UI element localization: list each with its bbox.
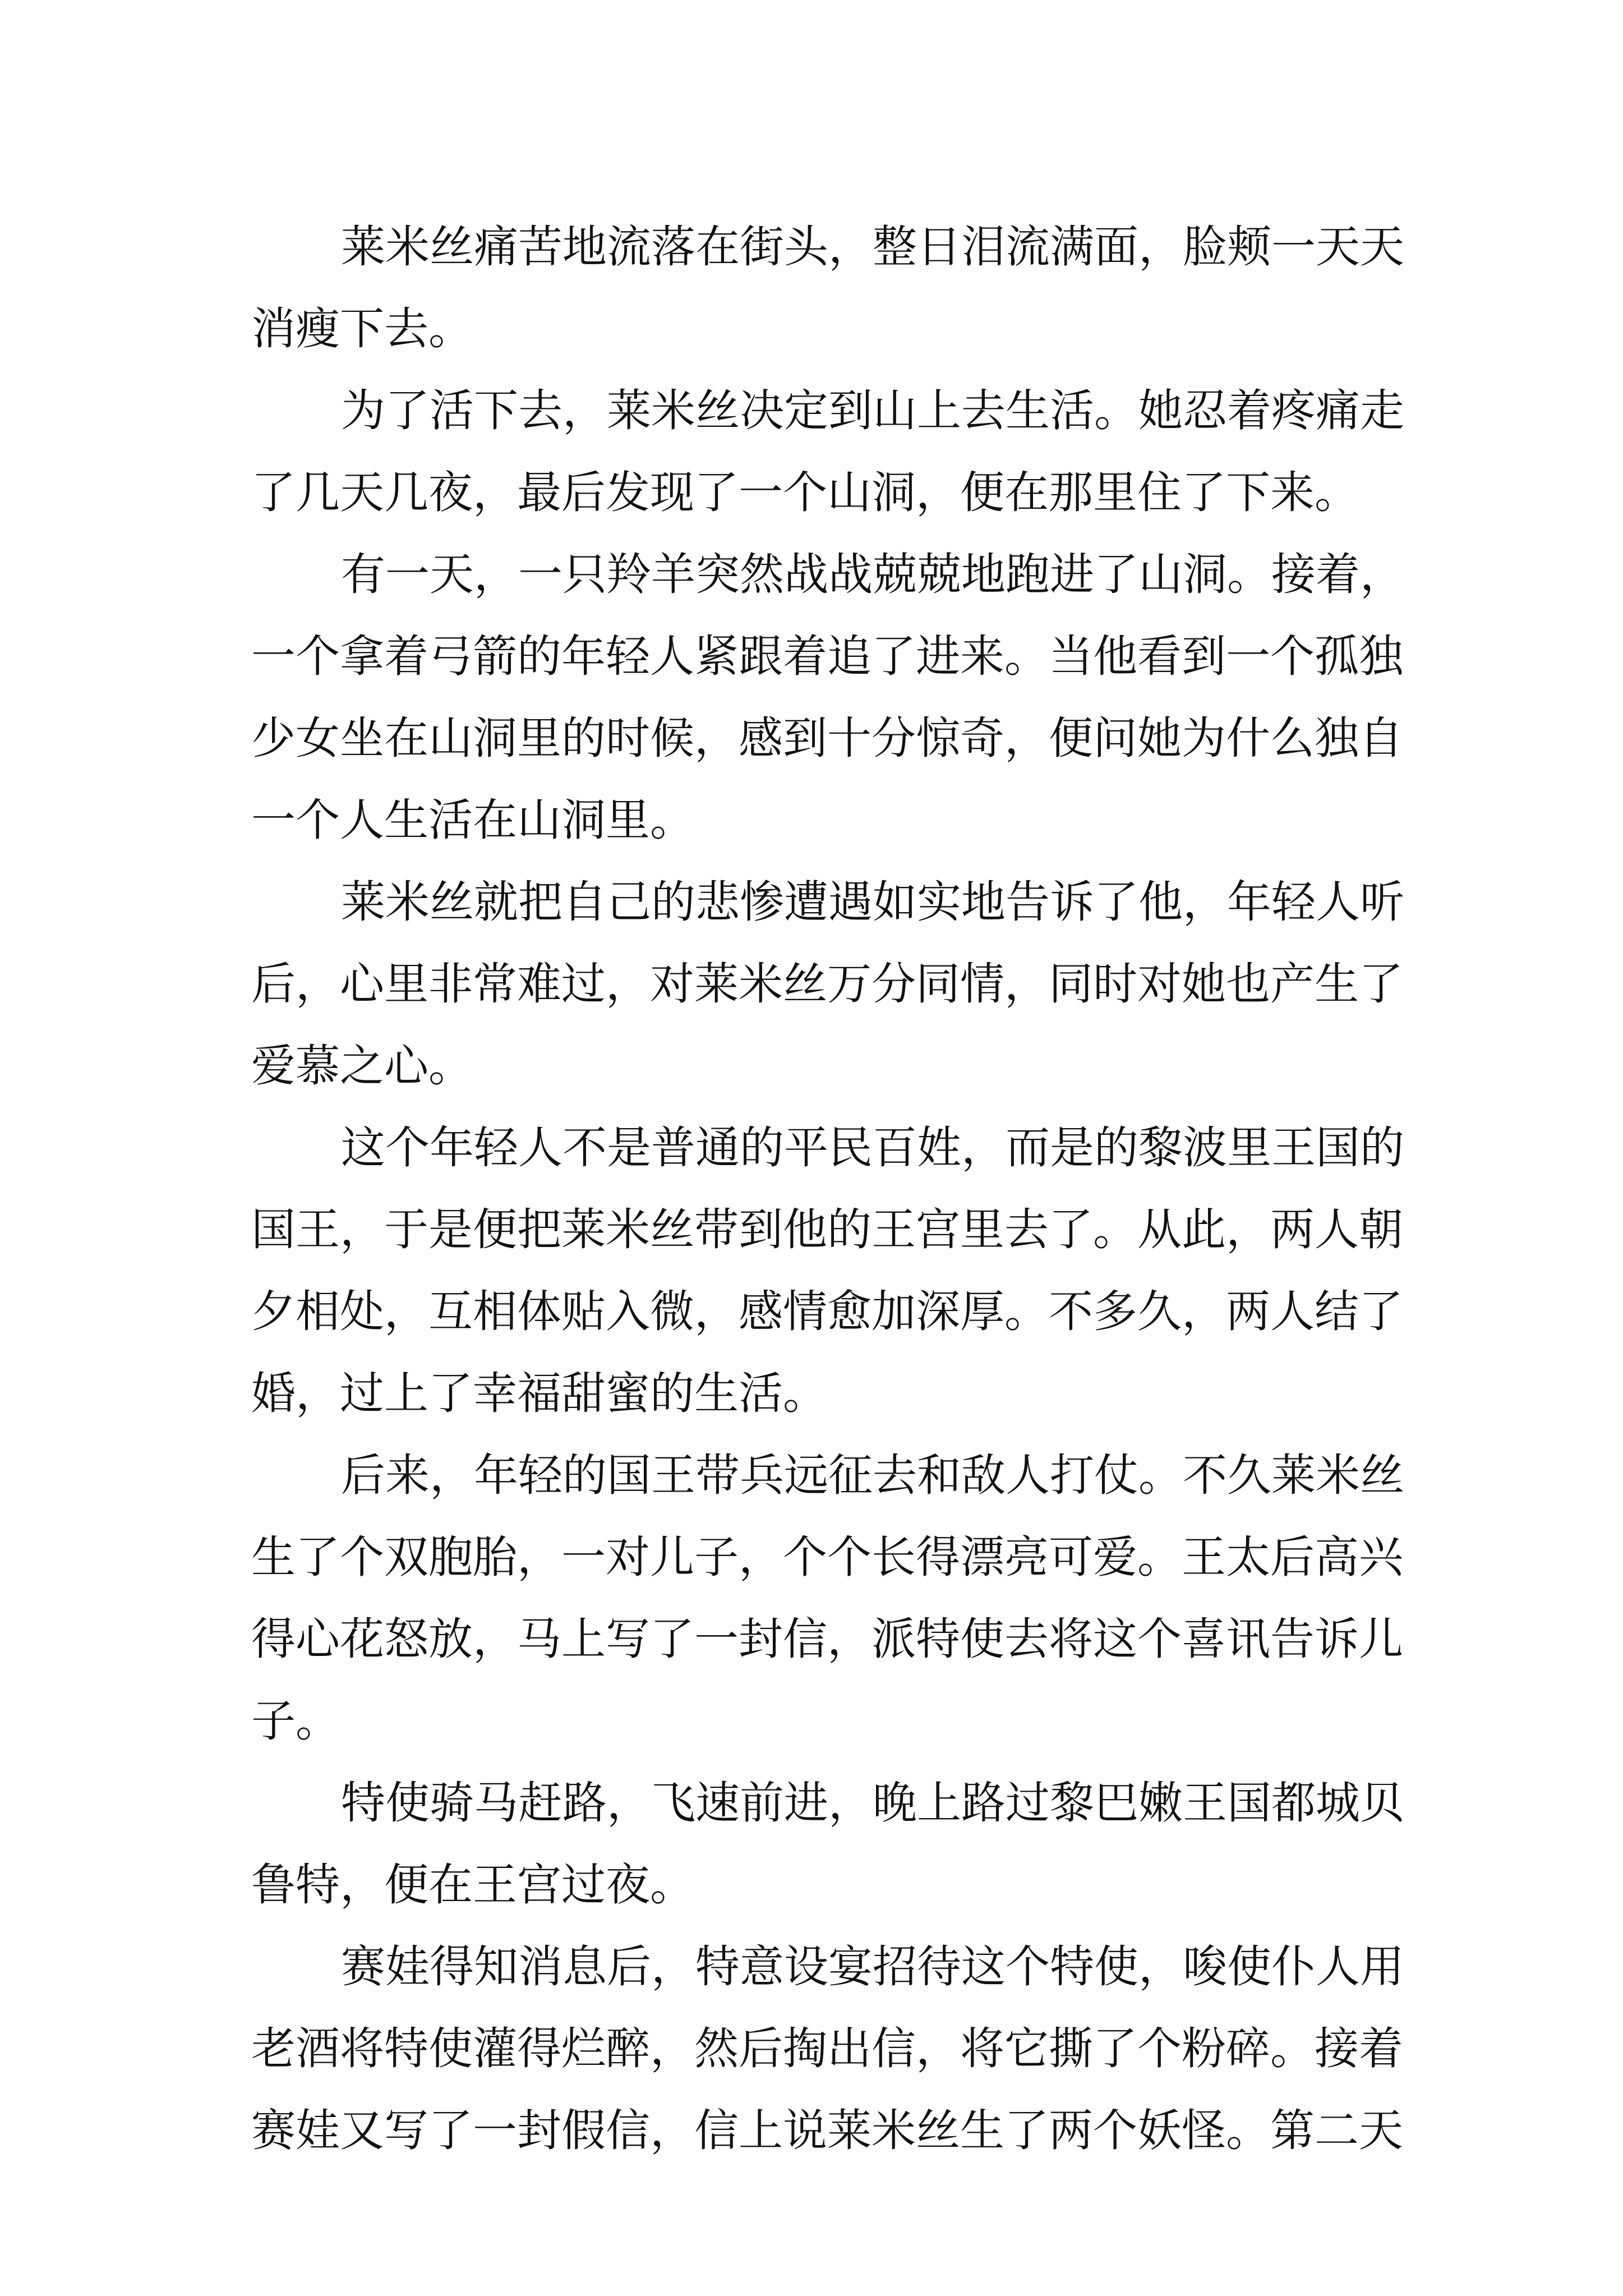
text-line: 子。	[251, 1695, 340, 1747]
text-line: 莱米丝痛苦地流落在街头，整日泪流满面，脸颊一天天	[341, 221, 1404, 273]
text-line: 老酒将特使灌得烂醉，然后掏出信，将它撕了个粉碎。接着	[251, 2023, 1403, 2074]
text-line: 一个拿着弓箭的年轻人紧跟着追了进来。当他看到一个孤独	[251, 631, 1403, 682]
text-line: 夕相处，互相体贴入微，感情愈加深厚。不多久，两人结了	[251, 1286, 1403, 1337]
paragraph	[251, 1926, 1404, 2171]
text-line: 后，心里非常难过，对莱米丝万分同情，同时对她也产生了	[251, 958, 1403, 1010]
text-line: 赛娃得知消息后，特意设宴招待这个特使，唆使仆人用	[341, 1941, 1404, 1993]
text-line: 赛娃又写了一封假信，信上说莱米丝生了两个妖怪。第二天	[251, 2105, 1403, 2156]
text-line: 为了活下去，莱米丝决定到山上去生活。她忍着疼痛走	[341, 385, 1404, 436]
text-line: 国王，于是便把莱米丝带到他的王宫里去了。从此，两人朝	[251, 1204, 1403, 1255]
text-line: 爱慕之心。	[251, 1040, 473, 1092]
text-line: 少女坐在山洞里的时候，感到十分惊奇，便问她为什么独自	[251, 712, 1403, 764]
text-line: 后来，年轻的国王带兵远征去和敌人打仗。不久莱米丝	[341, 1450, 1404, 1501]
text-line: 有一天，一只羚羊突然战战兢兢地跑进了山洞。接着，	[341, 549, 1404, 600]
text-line: 莱米丝就把自己的悲惨遭遇如实地告诉了他，年轻人听	[341, 876, 1404, 928]
text-line: 一个人生活在山洞里。	[251, 794, 694, 846]
text-line: 这个年轻人不是普通的平民百姓，而是的黎波里王国的	[341, 1122, 1404, 1174]
paragraph	[251, 533, 1404, 861]
text-line: 特使骑马赶路，飞速前进，晚上路过黎巴嫩王国都城贝	[341, 1777, 1404, 1829]
text-line: 鲁特，便在王宫过夜。	[251, 1859, 694, 1911]
document-body	[251, 206, 1404, 2171]
paragraph	[251, 1434, 1404, 1762]
paragraph	[251, 1107, 1404, 1434]
text-line: 了几天几夜，最后发现了一个山洞，便在那里住了下来。	[251, 467, 1359, 518]
text-line: 得心花怒放，马上写了一封信，派特使去将这个喜讯告诉儿	[251, 1613, 1403, 1665]
paragraph	[251, 370, 1404, 533]
paragraph	[251, 1762, 1404, 1926]
paragraph	[251, 206, 1404, 370]
text-line: 消瘦下去。	[251, 303, 473, 355]
text-line: 生了个双胞胎，一对儿子，个个长得漂亮可爱。王太后高兴	[251, 1531, 1403, 1583]
text-line: 婚，过上了幸福甜蜜的生活。	[251, 1368, 827, 1419]
paragraph	[251, 861, 1404, 1107]
